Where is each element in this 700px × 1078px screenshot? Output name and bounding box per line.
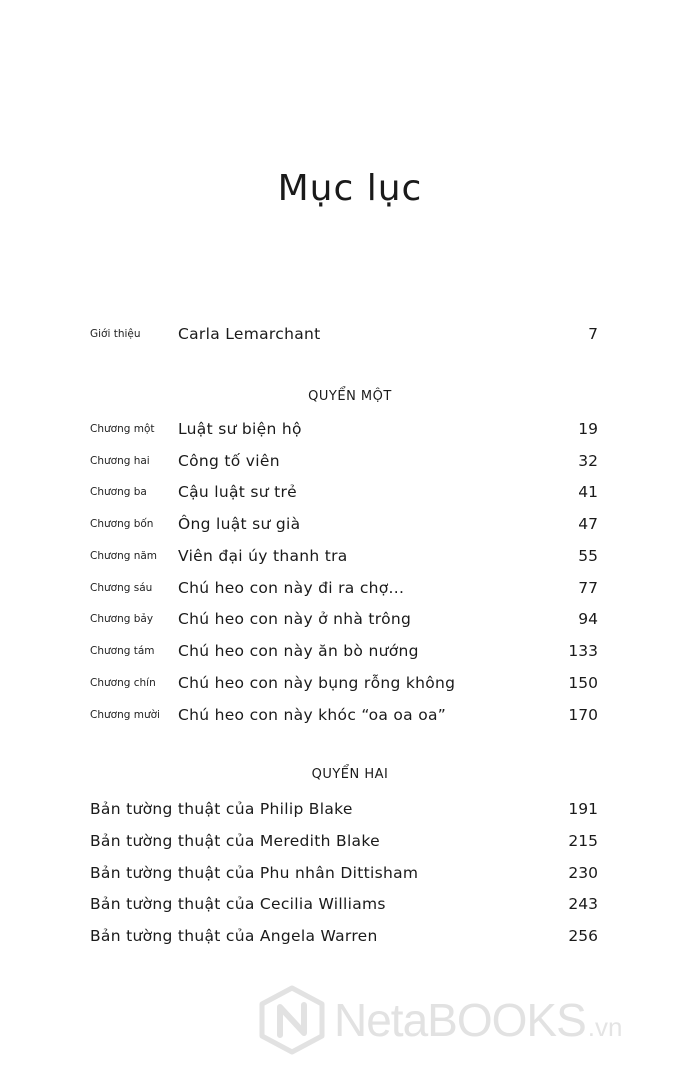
toc-entry-name: Công tố viên <box>178 452 280 470</box>
toc-entry-page: 32 <box>578 452 598 470</box>
toc-entry-page: 256 <box>568 927 598 945</box>
toc-entry-page: 191 <box>568 800 598 818</box>
toc-entry-label: Chương mười <box>90 709 160 721</box>
toc-entry-label: Chương chín <box>90 677 156 689</box>
toc-intro-row[interactable] <box>90 323 598 345</box>
toc-entry-label: Chương hai <box>90 455 150 467</box>
toc-row[interactable] <box>90 640 598 662</box>
toc-entry-page: 215 <box>568 832 598 850</box>
toc-entry-name: Bản tường thuật của Angela Warren <box>90 927 378 945</box>
netabooks-logo-icon <box>258 985 326 1055</box>
section-heading-book-one: QUYỂN MỘT <box>308 389 392 404</box>
toc-row[interactable] <box>90 704 598 726</box>
toc-entry-page: 55 <box>578 547 598 565</box>
toc-entry-name: Chú heo con này ở nhà trông <box>178 610 412 628</box>
toc-row[interactable] <box>90 608 598 630</box>
toc-entry-name: Carla Lemarchant <box>178 325 321 343</box>
toc-entry-page: 41 <box>578 483 598 501</box>
toc-entry-name: Chú heo con này bụng rỗng không <box>178 674 456 692</box>
toc-entry-page: 47 <box>578 515 598 533</box>
section-heading-book-two: QUYỂN HAI <box>311 767 389 782</box>
toc-entry-name: Bản tường thuật của Phu nhân Dittisham <box>90 864 419 882</box>
toc-row[interactable] <box>90 893 598 915</box>
toc-entry-page: 150 <box>568 674 598 692</box>
toc-entry-name: Chú heo con này đi ra chợ... <box>178 579 405 597</box>
toc-row[interactable] <box>90 513 598 535</box>
toc-entry-name: Bản tường thuật của Philip Blake <box>90 800 353 818</box>
toc-entry-label: Chương năm <box>90 550 158 562</box>
toc-entry-name: Luật sư biện hộ <box>178 420 302 438</box>
toc-entry-name: Cậu luật sư trẻ <box>178 483 298 501</box>
toc-entry-label: Chương bốn <box>90 518 154 530</box>
toc-entry-label: Giới thiệu <box>90 328 141 340</box>
toc-row[interactable] <box>90 577 598 599</box>
toc-row[interactable] <box>90 450 598 472</box>
toc-entry-page: 133 <box>568 642 598 660</box>
toc-row[interactable] <box>90 481 598 503</box>
watermark-tld: .vn <box>587 1011 623 1042</box>
toc-entry-name: Viên đại úy thanh tra <box>178 547 348 565</box>
toc-entry-page: 243 <box>568 895 598 913</box>
toc-entry-page: 7 <box>588 325 598 343</box>
toc-entry-name: Bản tường thuật của Meredith Blake <box>90 832 380 850</box>
toc-entry-label: Chương bảy <box>90 613 154 625</box>
netabooks-watermark <box>258 985 622 1055</box>
toc-row[interactable] <box>90 862 598 884</box>
toc-entry-page: 77 <box>578 579 598 597</box>
toc-entry-page: 230 <box>568 864 598 882</box>
toc-row[interactable] <box>90 672 598 694</box>
toc-entry-name: Ông luật sư già <box>178 515 301 533</box>
toc-entry-page: 94 <box>578 610 598 628</box>
toc-row[interactable] <box>90 830 598 852</box>
toc-entry-label: Chương ba <box>90 486 147 498</box>
toc-entry-label: Chương một <box>90 423 155 435</box>
toc-entry-label: Chương sáu <box>90 582 153 594</box>
toc-entry-page: 170 <box>568 706 598 724</box>
toc-entry-name: Chú heo con này khóc “oa oa oa” <box>178 706 447 724</box>
toc-row[interactable] <box>90 418 598 440</box>
toc-entry-name: Chú heo con này ăn bò nướng <box>178 642 419 660</box>
toc-row[interactable] <box>90 925 598 947</box>
toc-entry-name: Bản tường thuật của Cecilia Williams <box>90 895 386 913</box>
watermark-brand: NetaBOOKS <box>334 994 586 1046</box>
page-title: Mục lục <box>277 168 423 209</box>
toc-entry-label: Chương tám <box>90 645 155 657</box>
toc-row[interactable] <box>90 798 598 820</box>
toc-row[interactable] <box>90 545 598 567</box>
toc-entry-page: 19 <box>578 420 598 438</box>
